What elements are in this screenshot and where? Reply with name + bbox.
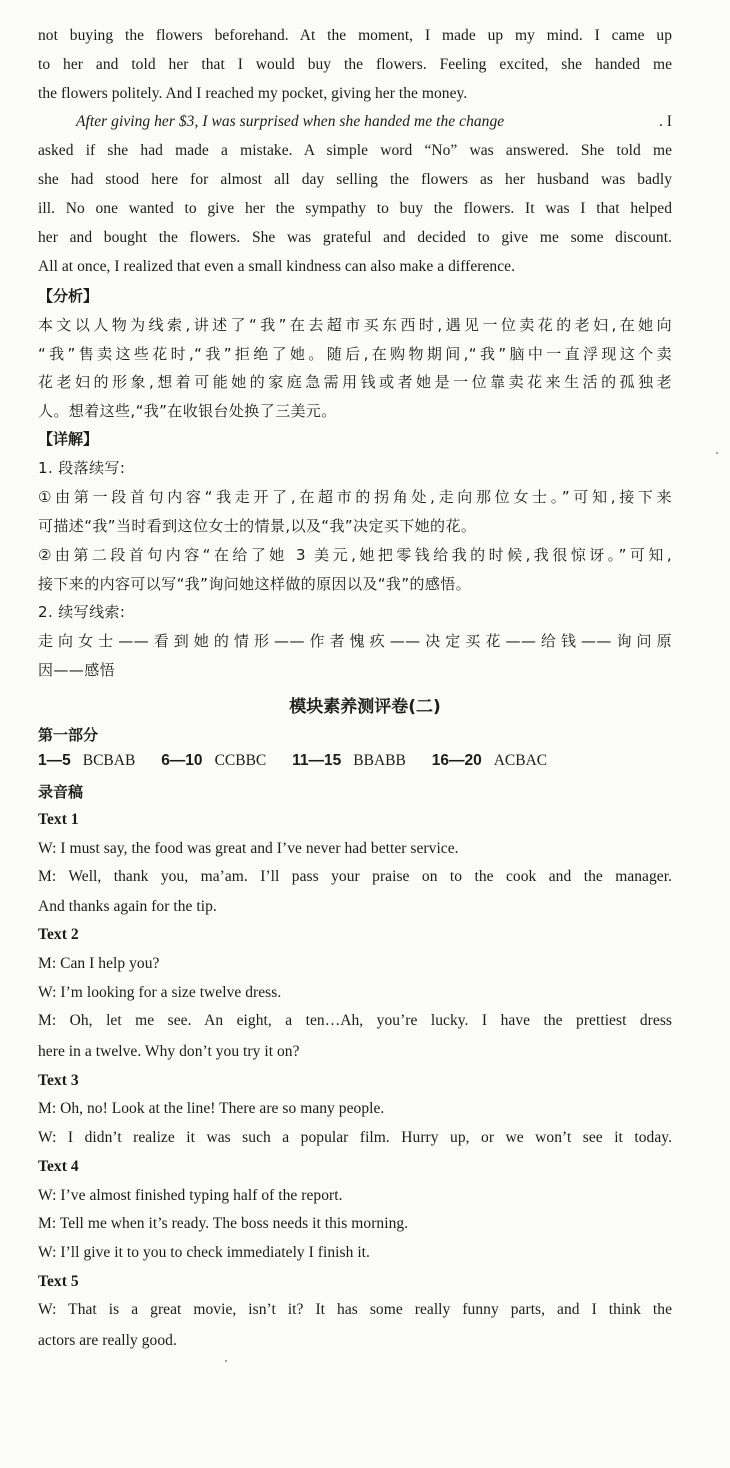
answer-range: 6—10 xyxy=(161,752,203,769)
part1-heading: 第一部分 xyxy=(38,726,99,744)
dialogue-line: W: I’m looking for a size twelve dress. xyxy=(38,984,282,1001)
text-label: Text 3 xyxy=(38,1072,79,1089)
clue-line: 因——感悟 xyxy=(38,661,116,679)
story-line: asked if she had made a mistake. A simple word “No” was answered. She told me xyxy=(38,142,672,159)
detail-line: ②由第二段首句内容“在给了她 3 美元,她把零钱给我的时候,我很惊讶。”可知, xyxy=(38,546,672,564)
text-label: Text 4 xyxy=(38,1158,79,1175)
text-label: Text 2 xyxy=(38,926,79,943)
detail-line: ①由第一段首句内容“我走开了,在超市的拐角处,走向那位女士。”可知,接下来 xyxy=(38,488,672,506)
analysis-line: “我”售卖这些花时,“我”拒绝了她。随后,在购物期间,“我”脑中一直浮现这个卖 xyxy=(38,345,672,363)
section-title: 模块素养测评卷(二) xyxy=(289,697,441,717)
answer-value: CCBBC xyxy=(214,752,267,769)
answer-value: BBABB xyxy=(353,752,406,769)
sentence-end: . I xyxy=(658,113,672,130)
story-line: she had stood here for almost all day selling the flowers as her husband was badly xyxy=(38,171,672,188)
analysis-line: 花老妇的形象,想着可能她的家庭急需用钱或者她是一位靠卖花来生活的孤独老 xyxy=(38,373,672,391)
dialogue-line: M: Can I help you? xyxy=(38,955,160,972)
story-line: her and bought the flowers. She was grateful and decided to give me some discount. xyxy=(38,229,672,246)
dialogue-line: M: Oh, let me see. An eight, a ten…Ah, you’re lucky. I have the prettiest dress xyxy=(38,1012,672,1029)
dialogue-line: And thanks again for the tip. xyxy=(38,898,217,915)
story-line: to her and told her that I would buy the flowers. Feeling excited, she handed me xyxy=(38,56,672,73)
dialogue-line: W: I’ve almost finished typing half of the report. xyxy=(38,1187,343,1204)
analysis-heading: 【分析】 xyxy=(38,287,99,305)
answer-value: BCBAB xyxy=(82,752,136,769)
dialogue-line: M: Oh, no! Look at the line! There are so many people. xyxy=(38,1100,385,1117)
dialogue-line: here in a twelve. Why don’t you try it on? xyxy=(38,1043,300,1060)
clue-line: 走向女士——看到她的情形——作者愧疚——决定买花——给钱——询问原 xyxy=(38,632,672,650)
detail-item-2: 2. 续写线索: xyxy=(38,603,126,621)
detail-heading: 【详解】 xyxy=(38,430,99,448)
text-label: Text 1 xyxy=(38,811,79,828)
answer-range: 1—5 xyxy=(38,752,71,769)
dialogue-line: W: That is a great movie, isn’t it? It has some really funny parts, and I think the xyxy=(38,1301,672,1318)
story-line-italic xyxy=(76,112,672,132)
dialogue-line: M: Well, thank you, ma’am. I’ll pass your praise on to the cook and the manager. xyxy=(38,868,672,885)
scan-speck xyxy=(225,1360,227,1362)
analysis-line: 人。想着这些,“我”在收银台处换了三美元。 xyxy=(38,402,337,420)
answer-key xyxy=(38,752,569,770)
detail-item-1: 1. 段落续写: xyxy=(38,459,126,477)
italic-first-sentence: After giving her $3, I was surprised when she handed me the change xyxy=(76,113,505,130)
analysis-line: 本文以人物为线索,讲述了“我”在去超市买东西时,遇见一位卖花的老妇,在她向 xyxy=(38,316,672,334)
answer-range: 16—20 xyxy=(431,752,482,769)
scan-speck xyxy=(716,452,718,454)
story-line: the flowers politely. And I reached my pocket, giving her the money. xyxy=(38,85,468,102)
answer-range: 11—15 xyxy=(292,752,342,769)
story-line: All at once, I realized that even a small kindness can also make a difference. xyxy=(38,258,516,275)
dialogue-line: W: I’ll give it to you to check immediately I finish it. xyxy=(38,1244,370,1261)
detail-line: 接下来的内容可以写“我”询问她这样做的原因以及“我”的感悟。 xyxy=(38,575,472,593)
answer-value: ACBAC xyxy=(493,752,548,769)
story-line: ill. No one wanted to give her the sympathy to buy the flowers. It was I that helped xyxy=(38,200,672,217)
dialogue-line: W: I must say, the food was great and I’ve never had better service. xyxy=(38,840,459,857)
dialogue-line: actors are really good. xyxy=(38,1332,177,1349)
dialogue-line: M: Tell me when it’s ready. The boss needs it this morning. xyxy=(38,1215,409,1232)
text-label: Text 5 xyxy=(38,1273,79,1290)
story-line: not buying the flowers beforehand. At the moment, I made up my mind. I came up xyxy=(38,27,672,44)
transcript-heading: 录音稿 xyxy=(38,783,84,801)
dialogue-line: W: I didn’t realize it was such a popular film. Hurry up, or we won’t see it today. xyxy=(38,1129,672,1146)
detail-line: 可描述“我”当时看到这位女士的情景,以及“我”决定买下她的花。 xyxy=(38,517,477,535)
